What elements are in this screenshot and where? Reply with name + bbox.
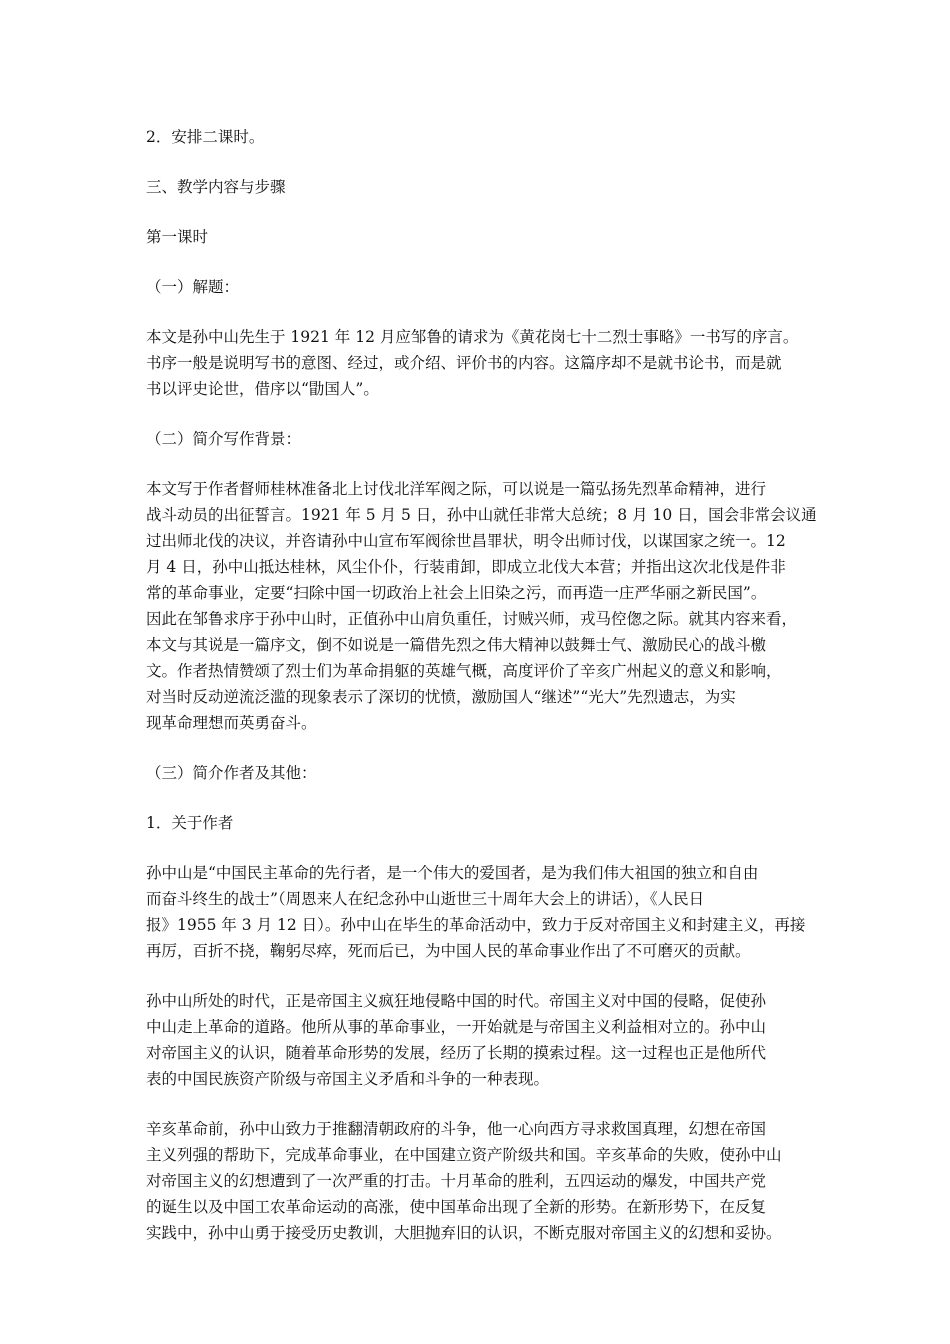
text-line: 中山走上革命的道路。他所从事的革命事业，一开始就是与帝国主义利益相对立的。孙中山 [146,1018,767,1036]
document-body [146,124,817,1246]
lesson-hours-line: 2．安排二课时。 [146,128,265,146]
text-line: 再厉，百折不挠，鞠躬尽瘁，死而后已，为中国人民的革命事业作出了不可磨灭的贡献。 [146,942,751,960]
text-line: 书序一般是说明写书的意图、经过，或介绍、评价书的内容。这篇序却不是就书论书，而是就 [146,354,782,372]
text-line: 现革命理想而英勇奋斗。 [146,714,317,732]
paragraph-title-explanation [146,324,806,402]
text-line: 本文写于作者督师桂林准备北上讨伐北洋军阀之际，可以说是一篇弘扬先烈革命精神，进行 [146,480,767,498]
subheading-title-explanation: （一）解题： [146,278,240,296]
text-line: 辛亥革命前，孙中山致力于推翻清朝政府的斗争，他一心向西方寻求救国真理，幻想在帝国 [146,1120,767,1138]
text-line: 月 4 日，孙中山抵达桂林，风尘仆仆，行装甫卸，即成立北伐大本营；并指出这次北伐是件非 [146,558,786,576]
text-line: 实践中，孙中山勇于接受历史教训，大胆抛弃旧的认识，不断克服对帝国主义的幻想和妥协。 [146,1224,782,1242]
subheading-writing-background: （二）简介写作背景： [146,430,302,448]
text-line: 对帝国主义的幻想遭到了一次严重的打击。十月革命的胜利，五四运动的爆发，中国共产党 [146,1172,767,1190]
about-author-heading: 1．关于作者 [146,814,234,832]
section-heading-content-steps: 三、教学内容与步骤 [146,178,286,196]
text-line: 战斗动员的出征誓言。1921 年 5 月 5 日，孙中山就任非常大总统；8 月 10 日，国会非常会议通 [146,506,817,524]
first-lesson-heading: 第一课时 [146,228,209,246]
text-line: 主义列强的帮助下，完成革命事业，在中国建立资产阶级共和国。辛亥革命的失败，使孙中山 [146,1146,782,1164]
paragraph-writing-background [146,476,817,736]
text-line: 而奋斗终生的战士”（周恩来人在纪念孙中山逝世三十周年大会上的讲话），《人民日 [146,890,705,908]
text-line: 常的革命事业，定要“扫除中国一切政治上社会上旧染之污，而再造一庄严华丽之新民国”。 [146,584,767,602]
text-line: 因此在邹鲁求序于孙中山时，正值孙中山肩负重任，讨贼兴师，戎马倥偬之际。就其内容来看， [146,610,798,628]
text-line: 表的中国民族资产阶级与帝国主义矛盾和斗争的一种表现。 [146,1070,550,1088]
text-line: 报》1955 年 3 月 12 日）。孙中山在毕生的革命活动中，致力于反对帝国主义和封建主义，再接 [146,916,806,934]
text-line: 孙中山所处的时代，正是帝国主义疯狂地侵略中国的时代。帝国主义对中国的侵略，促使孙 [146,992,767,1010]
text-line: 本文与其说是一篇序文，倒不如说是一篇借先烈之伟大精神以鼓舞士气、激励民心的战斗檄 [146,636,767,654]
text-line: 对当时反动逆流泛滥的现象表示了深切的忧愤，激励国人“继述”“光大”先烈遗志，为实 [146,688,736,706]
paragraph-author-3 [146,1116,806,1246]
text-line: 书以评史论世，借序以“勖国人”。 [146,380,379,398]
text-line: 孙中山是“中国民主革命的先行者，是一个伟大的爱国者，是为我们伟大祖国的独立和自由 [146,864,759,882]
paragraph-author-2 [146,988,806,1092]
paragraph-author-1 [146,860,806,964]
subheading-author-intro: （三）简介作者及其他： [146,764,317,782]
text-line: 文。作者热情赞颂了烈士们为革命捐躯的英雄气概，高度评价了辛亥广州起义的意义和影响， [146,662,782,680]
text-line: 过出师北伐的决议，并咨请孙中山宣布军阀徐世昌罪状，明令出师讨伐，以谋国家之统一。12 [146,532,786,550]
text-line: 对帝国主义的认识，随着革命形势的发展，经历了长期的摸索过程。这一过程也正是他所代 [146,1044,767,1062]
text-line: 的诞生以及中国工农革命运动的高涨，使中国革命出现了全新的形势。在新形势下，在反复 [146,1198,767,1216]
text-line: 本文是孙中山先生于 1921 年 12 月应邹鲁的请求为《黄花岗七十二烈士事略》一书写的序言。 [146,328,799,346]
